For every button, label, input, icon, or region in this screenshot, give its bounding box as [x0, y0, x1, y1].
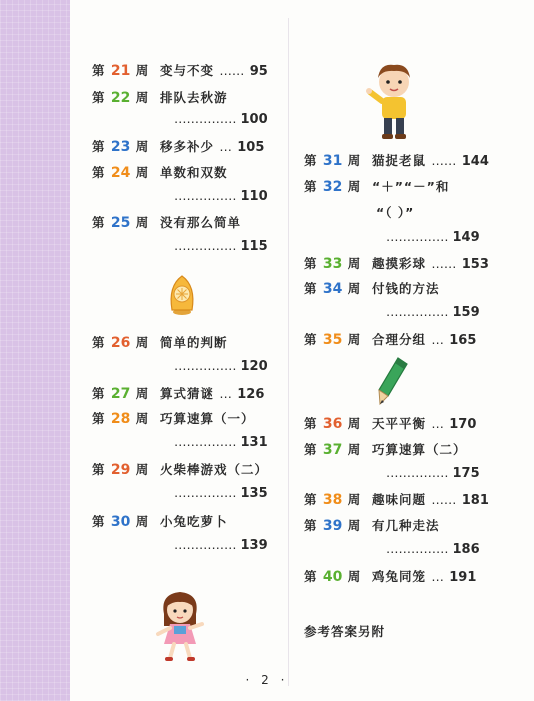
week-prefix: 第	[92, 63, 106, 78]
entry-title	[160, 333, 228, 351]
week-prefix: 第	[304, 442, 318, 457]
week-suffix: 周	[347, 281, 362, 296]
entry-title	[160, 512, 228, 530]
week-number: 23	[110, 139, 131, 155]
toc-entry-27	[92, 384, 280, 402]
page-ref: 159	[452, 305, 480, 320]
page-ref: 110	[240, 189, 268, 204]
week-label	[304, 490, 361, 508]
week-prefix: 第	[92, 514, 106, 529]
week-label	[92, 409, 149, 427]
week-number: 40	[322, 569, 343, 585]
toc-entry-37	[304, 440, 492, 458]
week-suffix: 周	[347, 153, 362, 168]
dot-leader: ……	[431, 492, 457, 507]
page-ref-line	[386, 229, 480, 245]
week-prefix: 第	[92, 139, 106, 154]
page-ref-line	[174, 358, 268, 374]
dot-leader: ……………	[174, 238, 237, 253]
dot-leader: …	[431, 332, 444, 347]
week-label	[304, 279, 361, 297]
entry-title-text: 巧算速算（二）	[372, 442, 467, 457]
dot-leader: ……………	[386, 229, 449, 244]
week-label	[304, 440, 361, 458]
toc-entry-38	[304, 490, 492, 508]
week-suffix: 周	[347, 416, 362, 431]
page-ref: 165	[449, 333, 477, 348]
entry-title-text: 趣味问题	[372, 492, 427, 507]
week-label	[92, 460, 149, 478]
dot-leader: …	[219, 386, 232, 401]
dot-leader: …	[431, 569, 444, 584]
page-ref: 153	[461, 257, 489, 272]
page-number: · 2 ·	[245, 673, 289, 687]
week-suffix: 周	[347, 569, 362, 584]
entry-title-text: 鸡兔同笼	[372, 569, 427, 584]
week-label	[92, 137, 149, 155]
entry-title	[372, 177, 449, 195]
week-label	[304, 414, 361, 432]
week-suffix: 周	[135, 514, 150, 529]
week-suffix: 周	[135, 386, 150, 401]
entry-title-text: 合理分组	[372, 332, 427, 347]
page-ref: 186	[452, 542, 480, 557]
week-prefix: 第	[304, 492, 318, 507]
entry-title-text: “＋”“－”和	[372, 179, 450, 194]
dot-leader: ……………	[174, 188, 237, 203]
entry-title	[372, 490, 489, 508]
week-number: 29	[110, 462, 131, 478]
week-number: 39	[322, 518, 343, 534]
week-prefix: 第	[304, 256, 318, 271]
entry-title-text: 简单的判断	[160, 335, 228, 350]
week-number: 36	[322, 416, 343, 432]
dot-leader: ……………	[174, 485, 237, 500]
toc-entry-36	[304, 414, 492, 432]
entry-title-text: 猫捉老鼠	[372, 153, 427, 168]
week-prefix: 第	[92, 386, 106, 401]
week-prefix: 第	[304, 332, 318, 347]
toc-entry-35	[304, 330, 492, 348]
week-number: 34	[322, 281, 343, 297]
week-suffix: 周	[135, 335, 150, 350]
week-label	[92, 61, 149, 79]
dot-leader: …	[431, 416, 444, 431]
entry-title	[160, 384, 264, 402]
page-ref: 105	[237, 140, 265, 155]
week-number: 28	[110, 411, 131, 427]
week-label	[304, 516, 361, 534]
week-prefix: 第	[92, 90, 106, 105]
entry-title-text: 变与不变	[160, 63, 215, 78]
week-prefix: 第	[304, 153, 318, 168]
week-number: 33	[322, 256, 343, 272]
entry-title	[160, 409, 255, 427]
week-prefix: 第	[92, 411, 106, 426]
toc-entry-26	[92, 333, 280, 351]
entry-title	[372, 330, 476, 348]
entry-title-continued: “（ ）”	[376, 205, 415, 220]
page-ref-line	[174, 111, 268, 127]
entry-title	[160, 61, 268, 79]
entry-title-text: 小兔吃萝卜	[160, 514, 228, 529]
week-label	[304, 177, 361, 195]
entry-title	[372, 414, 476, 432]
entry-title	[160, 163, 228, 181]
entry-title-text: 单数和双数	[160, 165, 228, 180]
week-number: 22	[110, 90, 131, 106]
week-prefix: 第	[304, 569, 318, 584]
week-label	[92, 512, 149, 530]
page-ref-line	[174, 188, 268, 204]
dot-leader: ……………	[386, 465, 449, 480]
column-divider	[288, 18, 289, 686]
entry-title-text: 付钱的方法	[372, 281, 440, 296]
toc-entry-28	[92, 409, 280, 427]
week-number: 35	[322, 332, 343, 348]
entry-title-text: 排队去秋游	[160, 90, 228, 105]
week-number: 24	[110, 165, 131, 181]
entry-title-text: 移多补少	[160, 139, 215, 154]
dot-leader: ……………	[386, 541, 449, 556]
toc-entry-30	[92, 512, 280, 530]
week-prefix: 第	[304, 518, 318, 533]
dot-leader: ……	[431, 256, 457, 271]
entry-title-text: 趣摸彩球	[372, 256, 427, 271]
toc-entry-25	[92, 213, 280, 231]
week-suffix: 周	[135, 411, 150, 426]
page-ref: 149	[452, 230, 480, 245]
week-suffix: 周	[347, 179, 362, 194]
entry-title-text: 巧算速算（一）	[160, 411, 255, 426]
week-number: 25	[110, 215, 131, 231]
toc-entry-29	[92, 460, 280, 478]
dot-leader: …	[219, 139, 232, 154]
page-ref: 144	[461, 154, 489, 169]
entry-title-text: 算式猜谜	[160, 386, 215, 401]
week-suffix: 周	[135, 165, 150, 180]
page-ref-line	[386, 465, 480, 481]
week-suffix: 周	[347, 332, 362, 347]
boy-illustration	[366, 60, 420, 142]
toc-entry-23	[92, 137, 280, 155]
week-number: 32	[322, 179, 343, 195]
green-pencil-icon	[376, 356, 410, 406]
entry-title	[160, 213, 241, 231]
toc-entry-32	[304, 177, 492, 195]
toc-entry-24	[92, 163, 280, 181]
dot-leader: ……………	[174, 111, 237, 126]
toc-entry-33	[304, 254, 492, 272]
eraser-icon	[162, 272, 202, 318]
page-ref: 115	[240, 239, 268, 254]
week-label	[304, 567, 361, 585]
week-prefix: 第	[304, 179, 318, 194]
page-ref: 181	[461, 493, 489, 508]
entry-title-text: 天平平衡	[372, 416, 427, 431]
week-prefix: 第	[92, 462, 106, 477]
page-ref-line	[174, 485, 268, 501]
entry-title	[372, 151, 489, 169]
week-suffix: 周	[135, 462, 150, 477]
entry-title-text: 有几种走法	[372, 518, 440, 533]
page-ref: 100	[240, 112, 268, 127]
entry-title	[160, 88, 228, 106]
page-ref: 175	[452, 466, 480, 481]
week-label	[92, 384, 149, 402]
week-suffix: 周	[347, 256, 362, 271]
week-prefix: 第	[92, 215, 106, 230]
entry-title	[372, 567, 476, 585]
entry-title	[372, 254, 489, 272]
week-label	[304, 330, 361, 348]
page-ref-line	[174, 537, 268, 553]
week-number: 26	[110, 335, 131, 351]
week-number: 38	[322, 492, 343, 508]
page-ref-line	[386, 541, 480, 557]
dot-leader: ……………	[174, 434, 237, 449]
page-ref: 139	[240, 538, 268, 553]
page-ref: 120	[240, 359, 268, 374]
dot-leader: ……………	[174, 537, 237, 552]
page-ref: 126	[237, 387, 265, 402]
page-ref: 170	[449, 417, 477, 432]
page-ref-line	[174, 434, 268, 450]
week-suffix: 周	[135, 139, 150, 154]
week-number: 21	[110, 63, 131, 79]
toc-entry-39	[304, 516, 492, 534]
girl-illustration	[150, 586, 210, 666]
dot-leader: ……	[219, 63, 245, 78]
week-prefix: 第	[92, 335, 106, 350]
toc-entry-31	[304, 151, 492, 169]
dot-leader: ……………	[386, 304, 449, 319]
week-prefix: 第	[92, 165, 106, 180]
week-prefix: 第	[304, 281, 318, 296]
entry-title	[372, 440, 467, 458]
decorative-side-stripe	[0, 0, 70, 701]
week-label	[304, 254, 361, 272]
week-suffix: 周	[135, 63, 150, 78]
page-ref: 131	[240, 435, 268, 450]
page-ref: 95	[249, 64, 268, 79]
week-label	[304, 151, 361, 169]
toc-entry-40	[304, 567, 492, 585]
week-label	[92, 213, 149, 231]
week-prefix: 第	[304, 416, 318, 431]
entry-title	[372, 279, 440, 297]
week-label	[92, 88, 149, 106]
entry-title-text: 没有那么简单	[160, 215, 242, 230]
week-number: 27	[110, 386, 131, 402]
page-ref-line	[386, 304, 480, 320]
toc-entry-22	[92, 88, 280, 106]
week-label	[92, 333, 149, 351]
answer-key-note: 参考答案另附	[304, 624, 386, 639]
dot-leader: ……	[431, 153, 457, 168]
week-number: 30	[110, 514, 131, 530]
week-number: 31	[322, 153, 343, 169]
page-ref: 191	[449, 570, 477, 585]
week-suffix: 周	[347, 442, 362, 457]
page-ref: 135	[240, 486, 268, 501]
week-suffix: 周	[347, 518, 362, 533]
dot-leader: ……………	[174, 358, 237, 373]
week-suffix: 周	[135, 215, 150, 230]
week-number: 37	[322, 442, 343, 458]
toc-entry-21	[92, 61, 280, 79]
entry-title	[160, 460, 268, 478]
entry-title-text: 火柴棒游戏（二）	[160, 462, 269, 477]
entry-title	[372, 516, 440, 534]
page-ref-line	[174, 238, 268, 254]
week-suffix: 周	[347, 492, 362, 507]
week-label	[92, 163, 149, 181]
toc-entry-34	[304, 279, 492, 297]
week-suffix: 周	[135, 90, 150, 105]
entry-title	[160, 137, 264, 155]
